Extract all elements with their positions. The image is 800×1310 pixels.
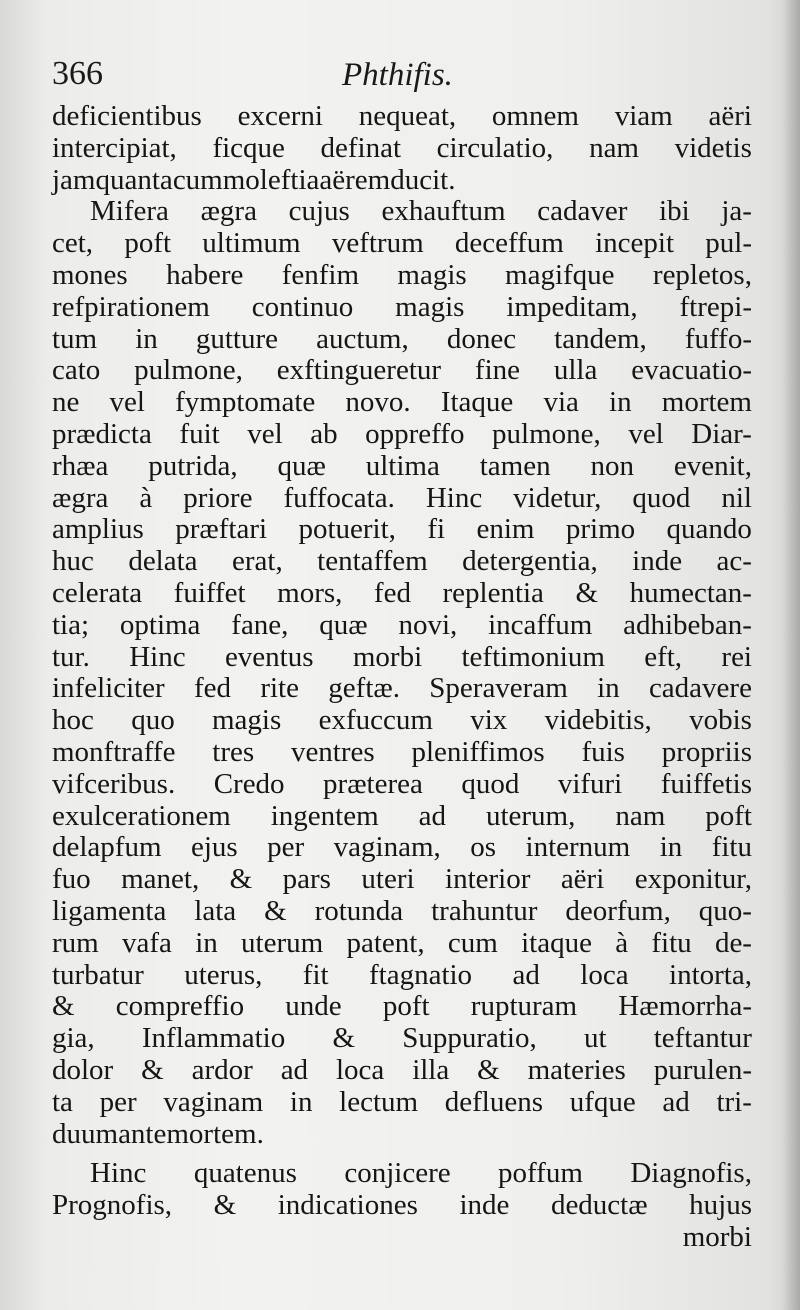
text-line: & compreffio unde poft rupturam Hæmorrha- <box>52 990 752 1023</box>
text-line: cato pulmone, exftingueretur fine ulla evacuatio- <box>52 354 752 387</box>
text-line: prædicta fuit vel ab oppreffo pulmone, vel Diar- <box>52 417 752 450</box>
text-line: deficientibus excerni nequeat, omnem viam aëri <box>52 100 752 132</box>
text-line: vifceribus. Credo præterea quod vifuri fuiffetis <box>52 767 752 800</box>
text-line: tia; optima fane, quæ novi, incaffum adhibeban- <box>52 608 752 641</box>
text-line: Mifera ægra cujus exhauftum cadaver ibi ja- <box>90 195 752 228</box>
text-line: intercipiat, ficque definat circulatio, nam videtis <box>52 131 752 164</box>
text-line: turbatur uterus, fit ftagnatio ad loca intorta, <box>52 958 752 991</box>
text-line: exulcerationem ingentem ad uterum, nam poft <box>52 799 752 832</box>
text-line: huc delata erat, tentaffem detergentia, inde ac- <box>52 545 752 578</box>
text-line: delapfum ejus per vaginam, os internum in fitu <box>52 831 752 864</box>
page-header <box>52 55 752 95</box>
text-line: dolor & ardor ad loca illa & materies purulen- <box>52 1053 752 1086</box>
text-line: monftraffe tres ventres pleniffimos fuis propriis <box>52 735 752 768</box>
spine-shadow <box>782 0 800 1310</box>
paragraph <box>52 101 752 196</box>
text-line: tum in gutture auctum, donec tandem, fuffo- <box>52 322 752 355</box>
running-title: Phthifis. <box>342 57 453 93</box>
text-line: refpirationem continuo magis impeditam, ftrepi- <box>52 290 752 323</box>
text-line: ligamenta lata & rotunda trahuntur deorfum, quo- <box>52 894 752 927</box>
text-line: amplius præftari potuerit, fi enim primo quando <box>52 513 752 546</box>
paragraph <box>52 196 752 1150</box>
text-line: gia, Inflammatio & Suppuratio, ut teftantur <box>52 1022 752 1055</box>
text-line: duum ante mortem. <box>52 1117 264 1150</box>
paragraph <box>52 1158 752 1222</box>
text-line: hoc quo magis exfuccum vix videbitis, vobis <box>52 704 752 737</box>
text-line: rum vafa in uterum patent, cum itaque à fitu de- <box>52 926 752 959</box>
text-line: infeliciter fed rite geftæ. Speraveram in cadavere <box>52 672 752 705</box>
body-text <box>52 101 752 1254</box>
text-line: ne vel fymptomate novo. Itaque via in mortem <box>52 386 752 419</box>
text-line: jam quanta cum moleftia aërem ducit. <box>52 163 456 196</box>
text-line: rhæa putrida, quæ ultima tamen non evenit, <box>52 449 752 482</box>
text-line: mones habere fenfim magis magifque repletos, <box>52 258 752 291</box>
text-line: cet, poft ultimum veftrum deceffum incepit pul- <box>52 227 752 260</box>
text-line: ta per vaginam in lectum defluens ufque ad tri- <box>52 1085 752 1118</box>
text-line: Prognofis, & indicationes inde deductæ hujus <box>52 1189 752 1222</box>
text-line: fuo manet, & pars uteri interior aëri exponitur, <box>52 863 752 896</box>
text-line: Hinc quatenus conjicere poffum Diagnofis, <box>90 1157 752 1190</box>
text-line: ægra à priore fuffocata. Hinc videtur, quod nil <box>52 481 752 514</box>
page-number: 366 <box>52 55 103 92</box>
text-line: celerata fuiffet mors, fed replentia & humectan- <box>52 576 752 609</box>
text-line: tur. Hinc eventus morbi teftimonium eft, rei <box>52 640 752 673</box>
catchword: morbi <box>682 1220 752 1253</box>
